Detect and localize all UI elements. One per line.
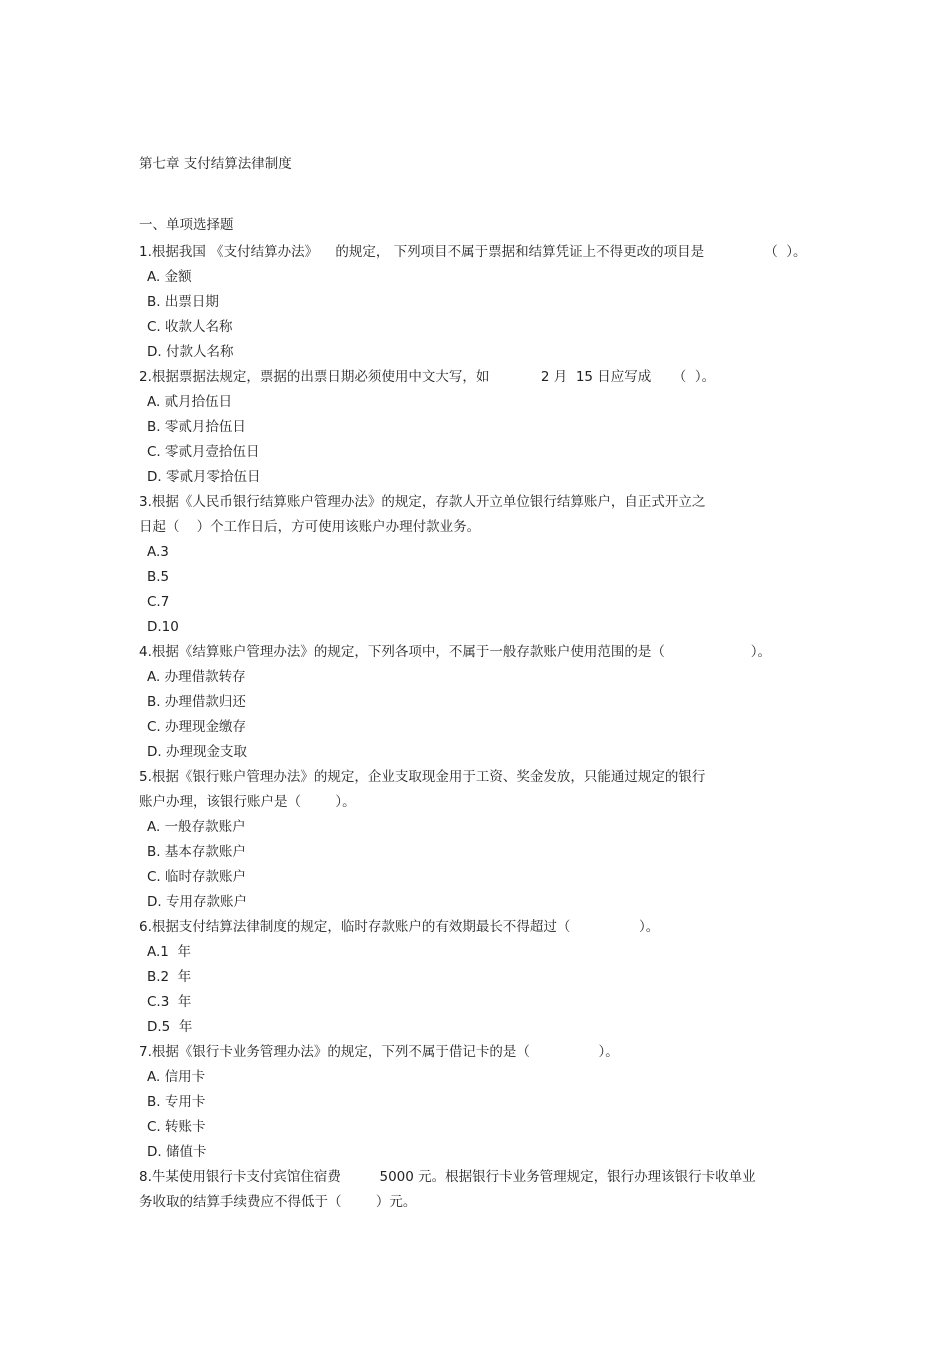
question-text: 8.牛某使用银行卡支付宾馆住宿费 5000 元。根据银行卡业务管理规定，银行办理该银行卡收单业	[139, 1169, 756, 1185]
answer-option: C.3 年	[147, 994, 192, 1010]
answer-option: C. 临时存款账户	[147, 869, 247, 885]
answer-option: C.7	[147, 594, 170, 610]
answer-option: A. 贰月拾伍日	[147, 394, 233, 410]
question-list	[139, 240, 819, 1215]
answer-option: D. 办理现金支取	[147, 744, 247, 760]
question-block	[139, 1165, 819, 1215]
question-block	[139, 640, 819, 765]
question-block	[139, 365, 819, 490]
answer-option: A. 信用卡	[147, 1069, 206, 1085]
question-text: 账户办理，该银行账户是（ ）。	[139, 794, 356, 810]
answer-option: B. 办理借款归还	[147, 694, 246, 710]
answer-option: B. 零贰月拾伍日	[147, 419, 246, 435]
answer-option: C. 收款人名称	[147, 319, 233, 335]
answer-option: D. 储值卡	[147, 1144, 207, 1160]
answer-option: D. 付款人名称	[147, 344, 234, 360]
question-block	[139, 915, 819, 1040]
answer-option: D.10	[147, 619, 179, 635]
question-text: 日起（ ）个工作日后，方可使用该账户办理付款业务。	[139, 519, 481, 535]
question-block	[139, 490, 819, 640]
answer-option: C. 办理现金缴存	[147, 719, 247, 735]
answer-option: D. 零贰月零拾伍日	[147, 469, 261, 485]
question-text: 1.根据我国 《支付结算办法》 的规定， 下列项目不属于票据和结算凭证上不得更改的项目是 （ ）。	[139, 244, 807, 260]
answer-option: A.3	[147, 544, 169, 560]
answer-option: B. 出票日期	[147, 294, 219, 310]
question-text: 4.根据《结算账户管理办法》的规定，下列各项中，不属于一般存款账户使用范围的是（ ）。	[139, 644, 771, 660]
question-text: 务收取的结算手续费应不得低于（ ）元。	[139, 1194, 417, 1210]
question-text: 3.根据《人民币银行结算账户管理办法》的规定，存款人开立单位银行结算账户，自正式开立之	[139, 494, 706, 510]
answer-option: A. 金额	[147, 269, 192, 285]
answer-option: D.5 年	[147, 1019, 193, 1035]
answer-option: A. 一般存款账户	[147, 819, 246, 835]
question-text: 2.根据票据法规定，票据的出票日期必须使用中文大写，如 2 月 15 日应写成 （ ）。	[139, 369, 716, 385]
chapter-title: 第七章 支付结算法律制度	[139, 156, 292, 172]
answer-option: B. 专用卡	[147, 1094, 206, 1110]
answer-option: A. 办理借款转存	[147, 669, 246, 685]
question-block	[139, 240, 819, 365]
section-title: 一、单项选择题	[139, 217, 234, 233]
answer-option: B.5	[147, 569, 170, 585]
answer-option: A.1 年	[147, 944, 191, 960]
answer-option: C. 零贰月壹拾伍日	[147, 444, 260, 460]
question-block	[139, 765, 819, 915]
answer-option: D. 专用存款账户	[147, 894, 247, 910]
question-text: 6.根据支付结算法律制度的规定，临时存款账户的有效期最长不得超过（ ）。	[139, 919, 660, 935]
question-text: 7.根据《银行卡业务管理办法》的规定，下列不属于借记卡的是（ ）。	[139, 1044, 619, 1060]
question-block	[139, 1040, 819, 1165]
answer-option: B.2 年	[147, 969, 192, 985]
question-text: 5.根据《银行账户管理办法》的规定，企业支取现金用于工资、奖金发放，只能通过规定的银行	[139, 769, 706, 785]
answer-option: B. 基本存款账户	[147, 844, 246, 860]
answer-option: C. 转账卡	[147, 1119, 206, 1135]
